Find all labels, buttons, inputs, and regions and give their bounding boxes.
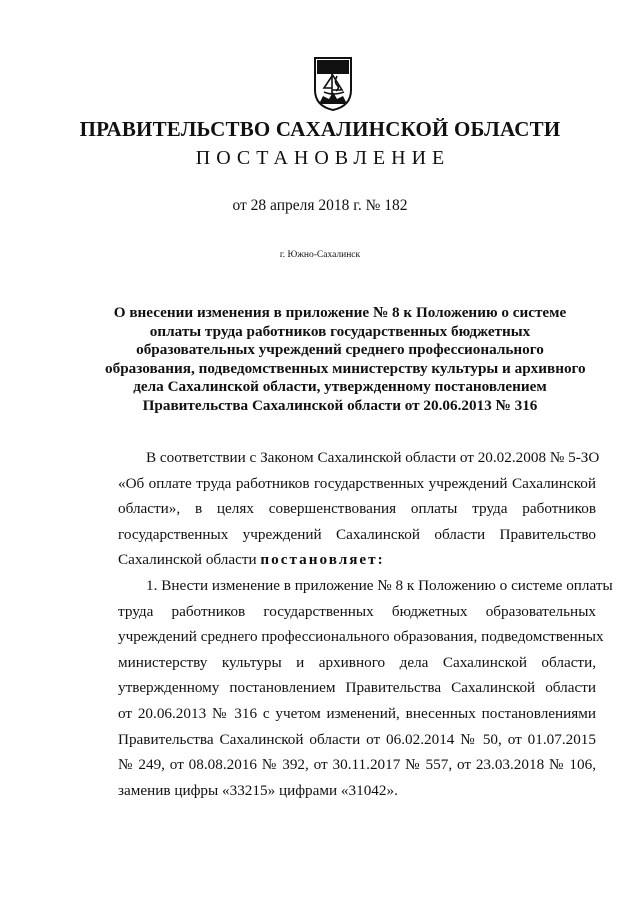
preamble-line: В соответствии с Законом Сахалинской области от 20.02.2008 № 5-ЗО (146, 449, 600, 466)
clause-line: 1. Внести изменение в приложение № 8 к Положению о системе оплаты (146, 576, 613, 594)
clause-line: труда работников государственных бюджетных образовательных (118, 602, 596, 620)
coat-of-arms-icon (313, 56, 353, 112)
subject-line: оплаты труда работников государственных бюджетных (149, 322, 531, 340)
clause-line: заменив цифры «33215» цифрами «31042». (118, 781, 398, 799)
clause-line: Правительства Сахалинской области от 06.02.2014 № 50, от 01.07.2015 (118, 730, 596, 748)
clause-line: утвержденному постановлением Правительства Сахалинской области (118, 679, 596, 697)
subject-line: дела Сахалинской области, утвержденному постановлением (133, 378, 547, 395)
issue-city: г. Южно-Сахалинск (279, 250, 361, 260)
resolves-keyword: постановляет: (260, 551, 385, 569)
clause-line: № 249, от 08.08.2016 № 392, от 30.11.2017 № 557, от 23.03.2018 № 106, (118, 756, 596, 774)
decree-body (118, 445, 613, 803)
subject-line: Правительства Сахалинской области от 20.06.2013 № 316 (142, 396, 538, 414)
preamble-line-text: Сахалинской области (118, 551, 261, 569)
preamble-last-line (118, 547, 596, 573)
clause-line: от 20.06.2013 № 316 с учетом изменений, внесенных постановлениями (118, 704, 596, 722)
preamble-line: «Об оплате труда работников государственных учреждений Сахалинской (118, 474, 596, 492)
clause-line: министерству культуры и архивного дела Сахалинской области, (118, 653, 596, 671)
decree-date-number: от 28 апреля 2018 г. № 182 (232, 197, 408, 214)
clause-line: учреждений среднего профессионального образования, подведомственных (118, 628, 604, 646)
decree-subject (105, 304, 586, 415)
preamble-line: области», в целях совершенствования оплаты труда работников (118, 500, 596, 518)
subject-line: образования, подведомственных министерству культуры и архивного (105, 359, 586, 377)
document-type: ПОСТАНОВЛЕНИЕ (195, 147, 451, 169)
government-title: ПРАВИТЕЛЬСТВО САХАЛИНСКОЙ ОБЛАСТИ (79, 117, 561, 141)
subject-line: О внесении изменения в приложение № 8 к Положению о системе (113, 304, 567, 321)
subject-line: образовательных учреждений среднего профессионального (136, 341, 544, 358)
preamble-line: государственных учреждений Сахалинской области Правительство (118, 525, 596, 543)
